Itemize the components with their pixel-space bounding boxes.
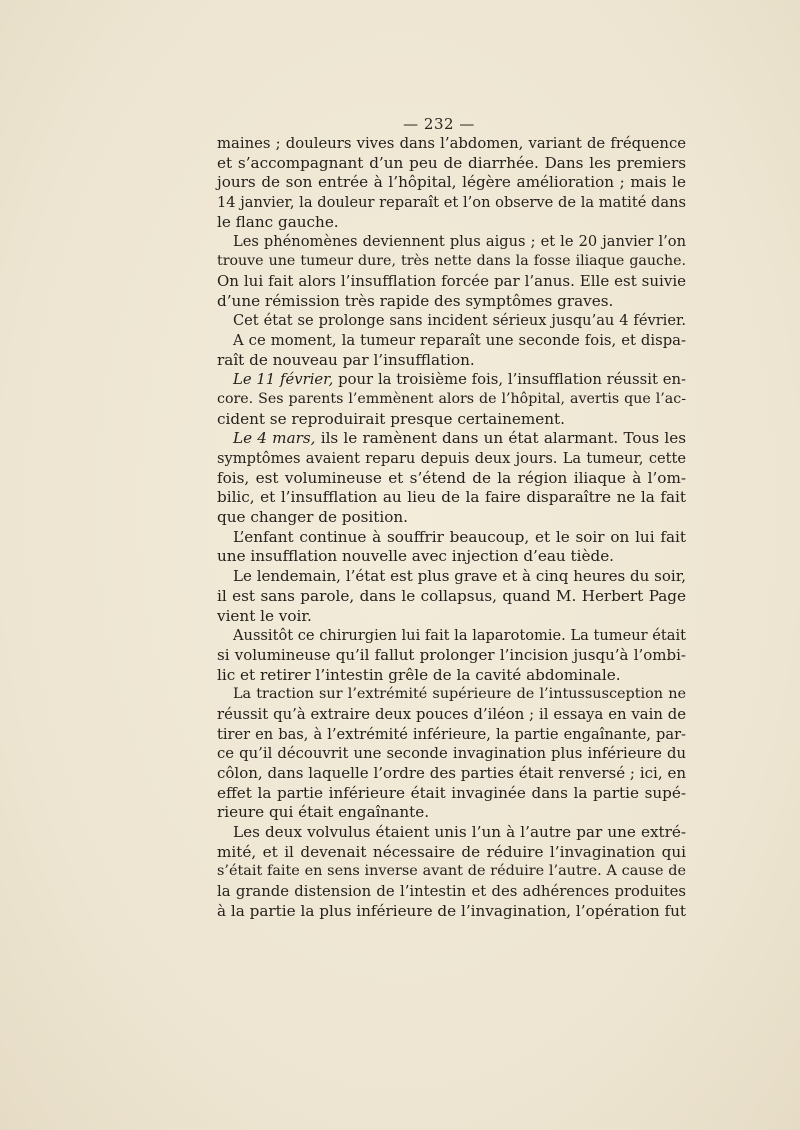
line-text: La traction sur l’extrémité supérieure de l’intussusception ne <box>233 686 686 703</box>
text-line <box>217 449 686 469</box>
line-text: L’enfant continue à souffrir beaucoup, et le soir on lui fait <box>233 527 686 546</box>
line-text: la grande distension de l’intestin et des adhérences produites <box>217 883 686 901</box>
line-text: fois, est volumineuse et s’étend de la région iliaque à l’om- <box>217 468 686 487</box>
line-text: pour la troisième fois, l’insufflation réussit en- <box>333 371 686 389</box>
line-text: symptômes avaient reparu depuis deux jours. La tumeur, cette <box>217 450 686 467</box>
text-line <box>217 744 686 764</box>
line-text: lic et retirer l’intestin grêle de la cavité abdominale. <box>217 665 621 684</box>
line-text: Cet état se prolonge sans incident sérieux jusqu’au 4 février. <box>233 312 686 330</box>
text-line <box>217 626 686 646</box>
text-line <box>217 725 686 745</box>
line-text: raît de nouveau par l’insufflation. <box>217 350 475 369</box>
text-line <box>217 902 686 922</box>
text-line <box>217 213 686 233</box>
line-text: si volumineuse qu’il fallut prolonger l’incision jusqu’à l’ombi- <box>217 645 686 664</box>
line-text: le flanc gauche. <box>217 212 339 231</box>
line-text: effet la partie inférieure était invaginée dans la partie supé- <box>217 783 686 802</box>
text-line <box>217 370 686 390</box>
line-text: jours de son entrée à l’hôpital, légère amélioration ; mais le <box>217 173 686 192</box>
line-text: et s’accompagnant d’un peu de diarrhée. Dans les premiers <box>217 153 686 172</box>
text-line <box>217 351 686 371</box>
line-text: Les deux volvulus étaient unis l’un à l’autre par une extré- <box>233 823 686 842</box>
line-text: cident se reproduirait presque certainement. <box>217 409 565 428</box>
line-text: il est sans parole, dans le collapsus, quand M. Herbert Page <box>217 586 686 605</box>
text-line <box>217 843 686 863</box>
text-line <box>217 429 686 449</box>
line-text: Les phénomènes deviennent plus aigus ; et le 20 janvier l’on <box>233 233 686 251</box>
line-text: côlon, dans laquelle l’ordre des parties était renversé ; ici, en <box>217 764 686 782</box>
text-line <box>217 193 686 213</box>
text-line <box>217 705 686 725</box>
line-text: ce qu’il découvrit une seconde invagination plus inférieure du <box>217 745 686 763</box>
text-line <box>217 173 686 193</box>
text-line <box>217 292 686 312</box>
text-line <box>217 666 686 686</box>
text-line <box>217 488 686 508</box>
text-line <box>217 823 686 843</box>
line-text: A ce moment, la tumeur reparaît une seconde fois, et dispa- <box>233 331 686 349</box>
text-line <box>217 862 686 882</box>
text-line <box>217 469 686 489</box>
line-text: tirer en bas, à l’extrémité inférieure, la partie engaînante, par- <box>217 725 686 743</box>
line-text: d’une rémission très rapide des symptômes graves. <box>217 291 614 310</box>
text-line <box>217 508 686 528</box>
body-text <box>217 134 686 922</box>
text-line <box>217 272 686 292</box>
line-text: vient le voir. <box>217 606 312 625</box>
line-text: Aussitôt ce chirurgien lui fait la laparotomie. La tumeur était <box>233 627 686 645</box>
text-line <box>217 784 686 804</box>
line-text: core. Ses parents l’emmènent alors de l’hôpital, avertis que l’ac- <box>217 390 686 407</box>
text-line <box>217 410 686 430</box>
line-text: trouve une tumeur dure, très nette dans la fosse iliaque gauche. <box>217 253 686 270</box>
text-line <box>217 154 686 174</box>
line-text: bilic, et l’insufflation au lieu de la faire disparaître ne la fait <box>217 488 686 507</box>
line-text: une insufflation nouvelle avec injection d’eau tiède. <box>217 547 615 566</box>
line-text: maines ; douleurs vives dans l’abdomen, variant de fréquence <box>217 135 686 152</box>
line-text: que changer de position. <box>217 508 409 527</box>
line-text: s’était faite en sens inverse avant de réduire l’autre. A cause de <box>217 863 686 880</box>
text-line <box>217 803 686 823</box>
text-line <box>217 587 686 607</box>
line-text: réussit qu’à extraire deux pouces d’iléon ; il essaya en vain de <box>217 705 686 723</box>
text-line <box>217 646 686 666</box>
text-line <box>217 567 686 587</box>
line-text: On lui fait alors l’insufflation forcée par l’anus. Elle est suivie <box>217 271 686 290</box>
text-line <box>217 607 686 627</box>
line-text: 14 janvier, la douleur reparaît et l’on observe de la matité dans <box>217 194 686 212</box>
line-text: à la partie la plus inférieure de l’invagination, l’opération fut <box>217 901 686 920</box>
line-text: rieure qui était engaînante. <box>217 803 430 822</box>
text-line <box>217 232 686 252</box>
text-line <box>217 764 686 784</box>
line-text: ils le ramènent dans un état alarmant. Tous les <box>315 429 686 448</box>
text-line <box>217 528 686 548</box>
line-text: mité, et il devenait nécessaire de réduire l’invagination qui <box>217 842 686 861</box>
text-line <box>217 311 686 331</box>
text-line <box>217 331 686 351</box>
text-line <box>217 882 686 902</box>
italic-date: Le 4 mars, <box>233 429 316 448</box>
italic-date: Le 11 février, <box>233 371 334 389</box>
text-line <box>217 134 686 154</box>
text-line <box>217 252 686 272</box>
text-line <box>217 685 686 705</box>
text-line <box>217 390 686 410</box>
page-number: — 232 — <box>403 115 475 133</box>
text-line <box>217 547 686 567</box>
line-text: Le lendemain, l’état est plus grave et à cinq heures du soir, <box>233 567 686 586</box>
